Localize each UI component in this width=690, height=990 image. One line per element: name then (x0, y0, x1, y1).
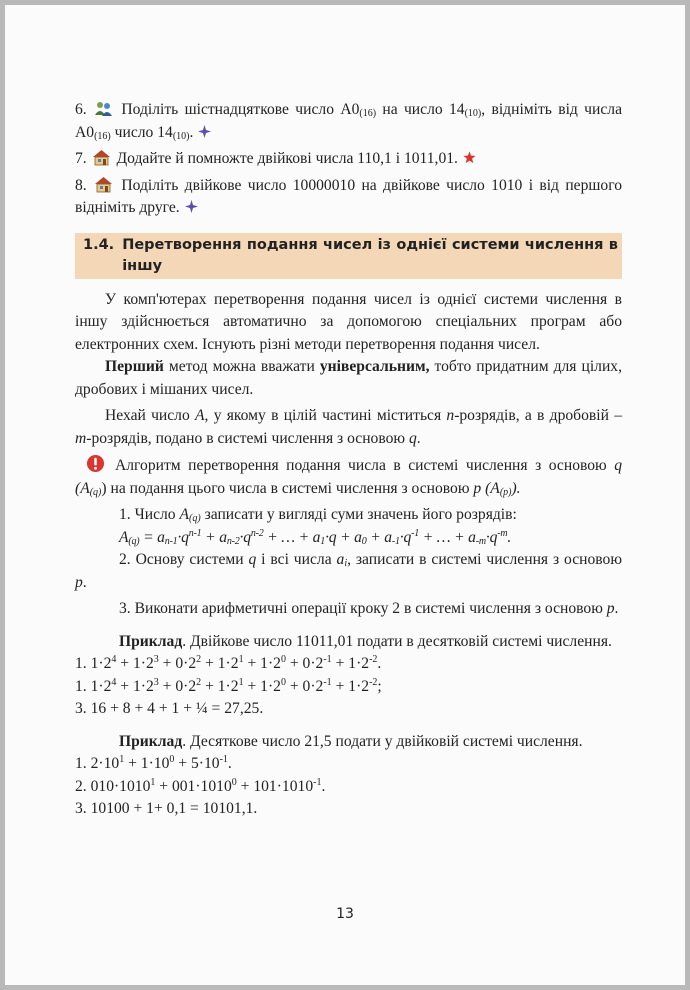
text: метод можна вважати (163, 358, 320, 375)
text: 1. Число (119, 506, 180, 523)
var: А (195, 407, 205, 424)
subscript: (16) (94, 130, 111, 142)
example-1-line-3: 3. 16 + 8 + 4 + 1 + ¼ = 27,25. (75, 700, 264, 717)
text: 2. Основу системи (119, 551, 249, 568)
exercise-text: на число 14 (376, 101, 465, 118)
text: ) на подання цього числа в системі числення з основою (101, 479, 474, 497)
paragraph-let-number (75, 405, 622, 450)
step-1 (75, 504, 622, 527)
step-2 (75, 549, 622, 594)
paragraph-algorithm (75, 454, 622, 500)
section-heading (75, 233, 622, 279)
page-content (75, 99, 622, 821)
text: , записати в системі числення з основою (347, 551, 622, 568)
star4-icon (185, 200, 198, 213)
var: ). (511, 479, 521, 497)
var: p (75, 573, 83, 591)
subscript: (16) (359, 108, 377, 119)
var: n (446, 407, 455, 424)
text: 3. Виконати арифметичні операції кроку 2 в системі числення з основою (119, 600, 607, 617)
example-label: Приклад (119, 632, 183, 650)
example-1-line-2: 1. $1\cdot 2^4 + 1\cdot 2^3 + 0\cdot 2^2 + 1\cdot 2^1 + 1\cdot 2^0 + 0\cdot 2^{-1} + 1\cdot 2^{-2}$; (75, 676, 382, 695)
warning-icon (86, 454, 105, 473)
example-1-line-1: 1. $1\cdot 2^4 + 1\cdot 2^3 + 0\cdot 2^2 + 1\cdot 2^1 + 1\cdot 2^0 + 0\cdot 2^{-1} + 1\cdot 2^{-2}$. (75, 654, 382, 672)
step-3 (75, 598, 622, 621)
var: q (248, 551, 257, 568)
text: і всі числа (256, 551, 337, 568)
text: . (82, 573, 87, 591)
example-2 (75, 731, 622, 754)
text: . Десяткове число 21,5 подати у двійковій системі числення. (182, 732, 583, 750)
exercise-text: Додайте й помножте двійкові числа 110,1 і 1011,01. (116, 150, 458, 167)
text: -розрядів, подано в системі числення з основою (86, 429, 409, 447)
exercise-text: Поділіть двійкове число 10000010 на двійкове число 1010 і від першого відніміть друге. (75, 176, 622, 216)
text: . (416, 429, 421, 447)
example-2-line-3: 3. 10100 + 1+ 0,1 = 10101,1. (75, 800, 258, 817)
subscript: (10) (172, 130, 190, 142)
text: записати у вигляді суми значень його розрядів: (200, 506, 517, 523)
expansion-formula: $A_{(q)} = a_{n-1}\cdot q^{n-1} + a_{n-2}\cdot q^{n-2}$ + … + $a_1\cdot q + a_0 + a_{-1}\cdot q^{-1}$ + … + $a_{-m}\cdot q^{-m}$. (119, 527, 512, 547)
var: a (336, 551, 345, 568)
var: q (A (75, 457, 622, 497)
textbook-page (5, 5, 685, 985)
section-number: 1.4. (83, 236, 115, 253)
text: Алгоритм перетворення подання числа в системі числення з основою (115, 457, 615, 474)
exercise-7 (75, 148, 622, 171)
exercise-8 (75, 175, 622, 220)
house-icon (92, 149, 111, 166)
bold-term: Перший (105, 358, 164, 375)
var: p (606, 600, 615, 617)
red-star-icon (463, 151, 476, 164)
bold-term: універсальним, (319, 358, 430, 375)
subscript: i (344, 558, 348, 569)
people-icon (94, 100, 113, 117)
example-1 (75, 631, 622, 654)
exercise-text: . (189, 123, 194, 141)
exercise-text: Поділіть шістнадцяткове число А0 (121, 101, 360, 118)
text: -розрядів, а в дробовій – (454, 407, 622, 424)
paragraph-first-method (75, 356, 622, 401)
text: Нехай число (105, 407, 196, 424)
exercise-number: 6. (75, 101, 87, 118)
exercise-text: число 14 (110, 123, 173, 141)
example-2-line-2: 2. $010\cdot 1010^1 + 001\cdot 1010^0 + 101\cdot 1010^{-1}$. (75, 776, 326, 795)
var: m (75, 429, 87, 447)
var: q (408, 429, 417, 447)
exercise-text: , відніміть від числа А0 (75, 101, 622, 141)
section-title: Перетворення подання чисел із однієї системи числення в іншу (122, 236, 618, 274)
example-label: Приклад (119, 732, 183, 750)
house-icon (94, 176, 113, 193)
exercise-6 (75, 99, 622, 144)
exercise-number: 8. (75, 176, 87, 194)
subscript: (p) (499, 486, 512, 498)
subscript: (q) (189, 513, 201, 524)
text: . (614, 600, 619, 617)
example-2-line-1: 1. $2\cdot 10^1 + 1\cdot 10^0 + 5\cdot 10^{-1}$. (75, 754, 232, 772)
text: тобто придатним для цілих, дробових і мішаних чисел. (75, 358, 622, 398)
paragraph-intro: У комп'ютерах перетворення подання чисел із однієї системи числення в іншу здійснюється автоматично за допомогою спеціальних програм або електронних схем. Існують різні методи перетворення подання чисел. (75, 290, 622, 353)
exercise-number: 7. (75, 150, 87, 167)
star4-icon (198, 125, 211, 138)
text: , у якому в цілій частині міститься (204, 407, 447, 424)
var: A (179, 506, 190, 523)
var: p (473, 479, 482, 497)
text: . Двійкове число 11011,01 подати в десятковій системі числення. (182, 632, 612, 650)
subscript: (10) (464, 108, 482, 119)
page-number: 13 (336, 906, 354, 922)
var: (A (481, 479, 500, 497)
subscript: (q) (89, 486, 102, 498)
